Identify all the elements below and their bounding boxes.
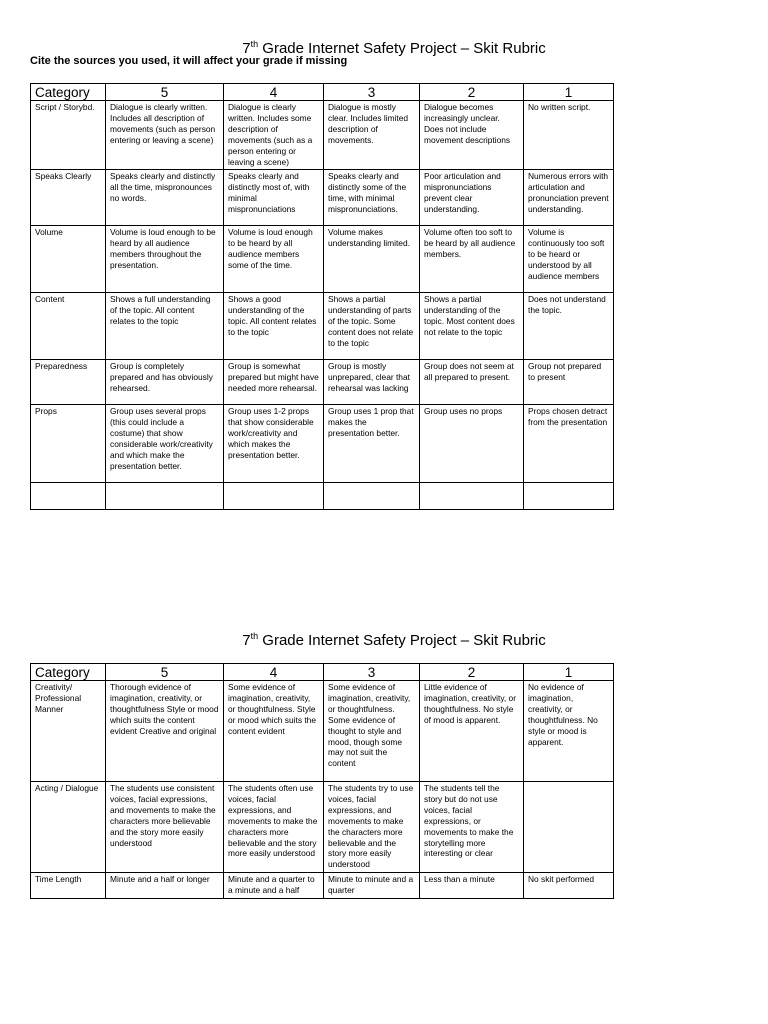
score-1-cell	[524, 782, 614, 873]
score-5-cell: Group is completely prepared and has obviously rehearsed.	[106, 360, 224, 405]
table-row	[31, 226, 614, 293]
header-category: Category	[31, 84, 106, 101]
score-5-cell: The students use consistent voices, facial expressions, and movements to make the characters more believable and the story more easily understood	[106, 782, 224, 873]
score-2-cell: Little evidence of imagination, creativity, or thoughtfulness. No style of mood is apparent.	[420, 681, 524, 782]
header-score-5: 5	[106, 84, 224, 101]
row-category: Script / Storybd.	[31, 101, 106, 170]
header-score-5: 5	[106, 664, 224, 681]
score-3-cell: Volume makes understanding limited.	[324, 226, 420, 293]
header-score-4: 4	[224, 84, 324, 101]
table-row	[31, 101, 614, 170]
header-score-1: 1	[524, 664, 614, 681]
score-2-cell: Volume often too soft to be heard by all audience members.	[420, 226, 524, 293]
score-2-cell: Dialogue becomes increasingly unclear. Does not include movement descriptions	[420, 101, 524, 170]
row-category: Props	[31, 405, 106, 483]
score-2-cell: Shows a partial understanding of the topic. Most content does not relate to the topic	[420, 293, 524, 360]
row-category: Volume	[31, 226, 106, 293]
score-3-cell: Speaks clearly and distinctly some of the time, with minimal mispronunciations.	[324, 170, 420, 226]
score-1-cell: Numerous errors with articulation and pronunciation prevent understanding.	[524, 170, 614, 226]
table-row	[31, 293, 614, 360]
rubric2-title: 7th Grade Internet Safety Project – Skit Rubric	[242, 631, 546, 649]
row-category: Content	[31, 293, 106, 360]
score-4-cell: Minute and a quarter to a minute and a half	[224, 873, 324, 899]
table-header-row	[31, 664, 614, 681]
header-score-1: 1	[524, 84, 614, 101]
table-row	[31, 782, 614, 873]
table-row	[31, 873, 614, 899]
table-row	[31, 405, 614, 483]
header-score-2: 2	[420, 664, 524, 681]
table-row	[31, 483, 614, 510]
table-row	[31, 170, 614, 226]
rubric1-table	[30, 83, 614, 510]
score-3-cell: The students try to use voices, facial expressions, and movements to make the characters more believable and the story more easily understood	[324, 782, 420, 873]
score-1-cell: Volume is continuously too soft to be heard or understood by all audience members	[524, 226, 614, 293]
score-1-cell: No evidence of imagination, creativity, or thoughtfulness. No style or mood is apparent.	[524, 681, 614, 782]
score-4-cell: The students often use voices, facial expressions, and movements to make the characters more believable and the story more easily understood	[224, 782, 324, 873]
score-1-cell: No written script.	[524, 101, 614, 170]
score-2-cell: Poor articulation and mispronunciations prevent clear understanding.	[420, 170, 524, 226]
score-3-cell: Group is mostly unprepared, clear that rehearsal was lacking	[324, 360, 420, 405]
row-category: Preparedness	[31, 360, 106, 405]
score-5-cell	[106, 483, 224, 510]
score-1-cell	[524, 483, 614, 510]
score-2-cell: Group does not seem at all prepared to present.	[420, 360, 524, 405]
score-2-cell	[420, 483, 524, 510]
score-3-cell: Some evidence of imagination, creativity, or thoughtfulness. Some evidence of thought to style and mood, though some may not suit the content	[324, 681, 420, 782]
table-header-row	[31, 84, 614, 101]
score-4-cell: Shows a good understanding of the topic. All content relates to the topic	[224, 293, 324, 360]
score-4-cell: Volume is loud enough to be heard by all audience members some of the time.	[224, 226, 324, 293]
table-row	[31, 681, 614, 782]
rubric1-title: 7th Grade Internet Safety Project – Skit Rubric	[242, 39, 546, 57]
score-3-cell: Group uses 1 prop that makes the presentation better.	[324, 405, 420, 483]
header-score-3: 3	[324, 84, 420, 101]
row-category: Acting / Dialogue	[31, 782, 106, 873]
score-4-cell: Speaks clearly and distinctly most of, with minimal mispronunciations	[224, 170, 324, 226]
score-4-cell: Some evidence of imagination, creativity, or thoughtfulness. Style or mood which suits the content evident	[224, 681, 324, 782]
row-category: Speaks Clearly	[31, 170, 106, 226]
score-5-cell: Shows a full understanding of the topic. All content relates to the topic	[106, 293, 224, 360]
header-score-4: 4	[224, 664, 324, 681]
score-2-cell: The students tell the story but do not use voices, facial expressions, or movements to make the storytelling more interesting or clear	[420, 782, 524, 873]
row-category: Creativity/ Professional Manner	[31, 681, 106, 782]
score-5-cell: Speaks clearly and distinctly all the time, mispronounces no words.	[106, 170, 224, 226]
score-4-cell: Dialogue is clearly written. Includes some description of movements (such as a person entering or leaving a scene)	[224, 101, 324, 170]
score-1-cell: Group not prepared to present	[524, 360, 614, 405]
score-3-cell: Dialogue is mostly clear. Includes limited description of movements.	[324, 101, 420, 170]
score-3-cell: Shows a partial understanding of parts of the topic. Some content does not relate to the topic	[324, 293, 420, 360]
row-category	[31, 483, 106, 510]
header-score-3: 3	[324, 664, 420, 681]
header-score-2: 2	[420, 84, 524, 101]
header-category: Category	[31, 664, 106, 681]
score-4-cell: Group uses 1-2 props that show considerable work/creativity and which makes the presentation better.	[224, 405, 324, 483]
sources-note: Cite the sources you used, it will affect your grade if missing	[30, 55, 348, 67]
score-1-cell: Does not understand the topic.	[524, 293, 614, 360]
score-2-cell: Less than a minute	[420, 873, 524, 899]
score-5-cell: Dialogue is clearly written. Includes all description of movements (such as person entering or leaving a scene)	[106, 101, 224, 170]
score-5-cell: Thorough evidence of imagination, creativity, or thoughtfulness Style or mood which suits the content evident Creative and original	[106, 681, 224, 782]
score-4-cell: Group is somewhat prepared but might have needed more rehearsal.	[224, 360, 324, 405]
score-5-cell: Volume is loud enough to be heard by all audience members throughout the presentation.	[106, 226, 224, 293]
score-3-cell	[324, 483, 420, 510]
table-row	[31, 360, 614, 405]
score-5-cell: Group uses several props (this could include a costume) that show considerable work/creativity and which make the presentation better.	[106, 405, 224, 483]
score-5-cell: Minute and a half or longer	[106, 873, 224, 899]
score-3-cell: Minute to minute and a quarter	[324, 873, 420, 899]
score-1-cell: No skit performed	[524, 873, 614, 899]
rubric2-table	[30, 663, 614, 899]
score-2-cell: Group uses no props	[420, 405, 524, 483]
score-4-cell	[224, 483, 324, 510]
row-category: Time Length	[31, 873, 106, 899]
score-1-cell: Props chosen detract from the presentation	[524, 405, 614, 483]
